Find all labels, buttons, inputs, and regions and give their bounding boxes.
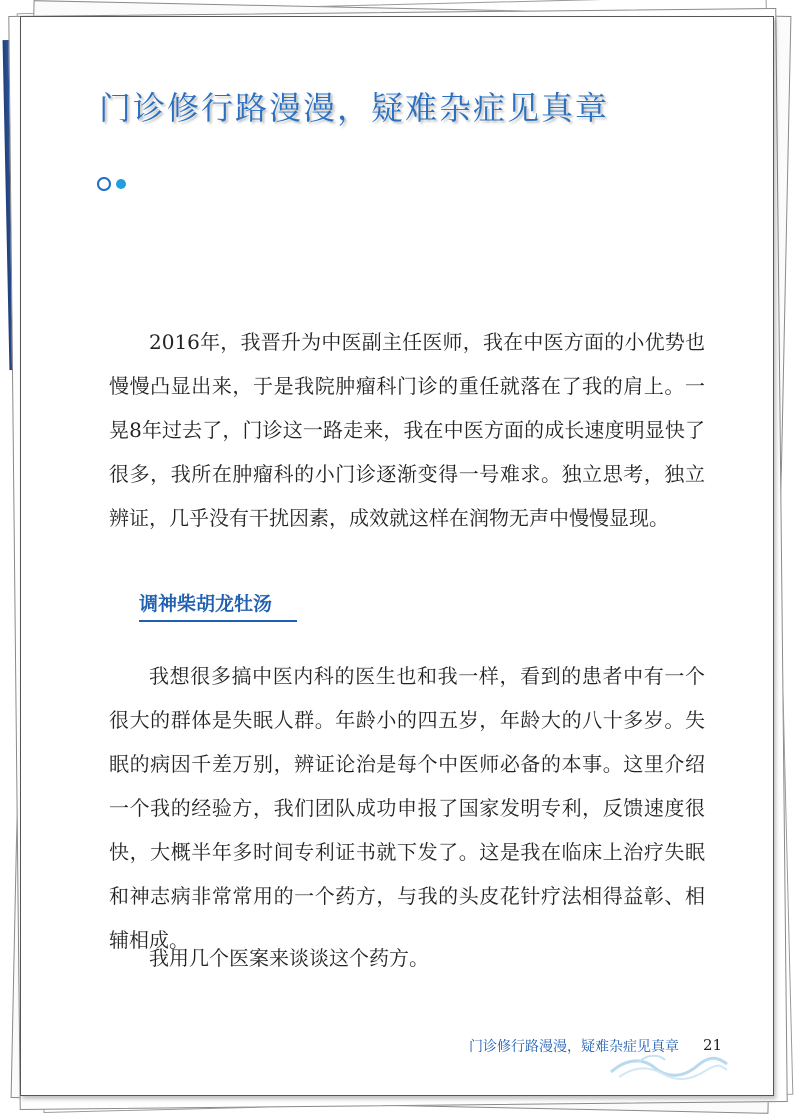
- title-ornament: [97, 177, 137, 191]
- filled-dot-icon: [116, 179, 126, 189]
- paragraph: 我用几个医案来谈谈这个药方。: [149, 946, 429, 970]
- wave-ornament-icon: [609, 1052, 729, 1080]
- page-number: 21: [703, 1036, 723, 1054]
- chapter-title: 门诊修行路漫漫，疑难杂症见真章: [99, 89, 610, 127]
- ring-dot-icon: [97, 177, 111, 191]
- book-page: [20, 16, 774, 1096]
- running-footer-title: 门诊修行路漫漫，疑难杂症见真章: [469, 1039, 679, 1055]
- paragraph: 2016年，我晋升为中医副主任医师，我在中医方面的小优势也慢慢凸显出来，于是我院肿瘤科门诊的重任就落在了我的肩上。一晃8年过去了，门诊这一路走来，我在中医方面的成长速度明显快了很多，我所在肿瘤科的小门诊逐渐变得一号难求。独立思考，独立辨证，几乎没有干扰因素，成效就这样在润物无声中慢慢显现。: [109, 330, 705, 530]
- section-heading: 调神柴胡龙牡汤: [139, 589, 297, 622]
- paragraph: 我想很多搞中医内科的医生也和我一样，看到的患者中有一个很大的群体是失眠人群。年龄小的四五岁，年龄大的八十多岁。失眠的病因千差万别，辨证论治是每个中医师必备的本事。这里介绍一个我的经验方，我们团队成功申报了国家发明专利，反馈速度很快，大概半年多时间专利证书就下发了。这是我在临床上治疗失眠和神志病非常常用的一个药方，与我的头皮花针疗法相得益彰、相辅相成。: [109, 664, 705, 952]
